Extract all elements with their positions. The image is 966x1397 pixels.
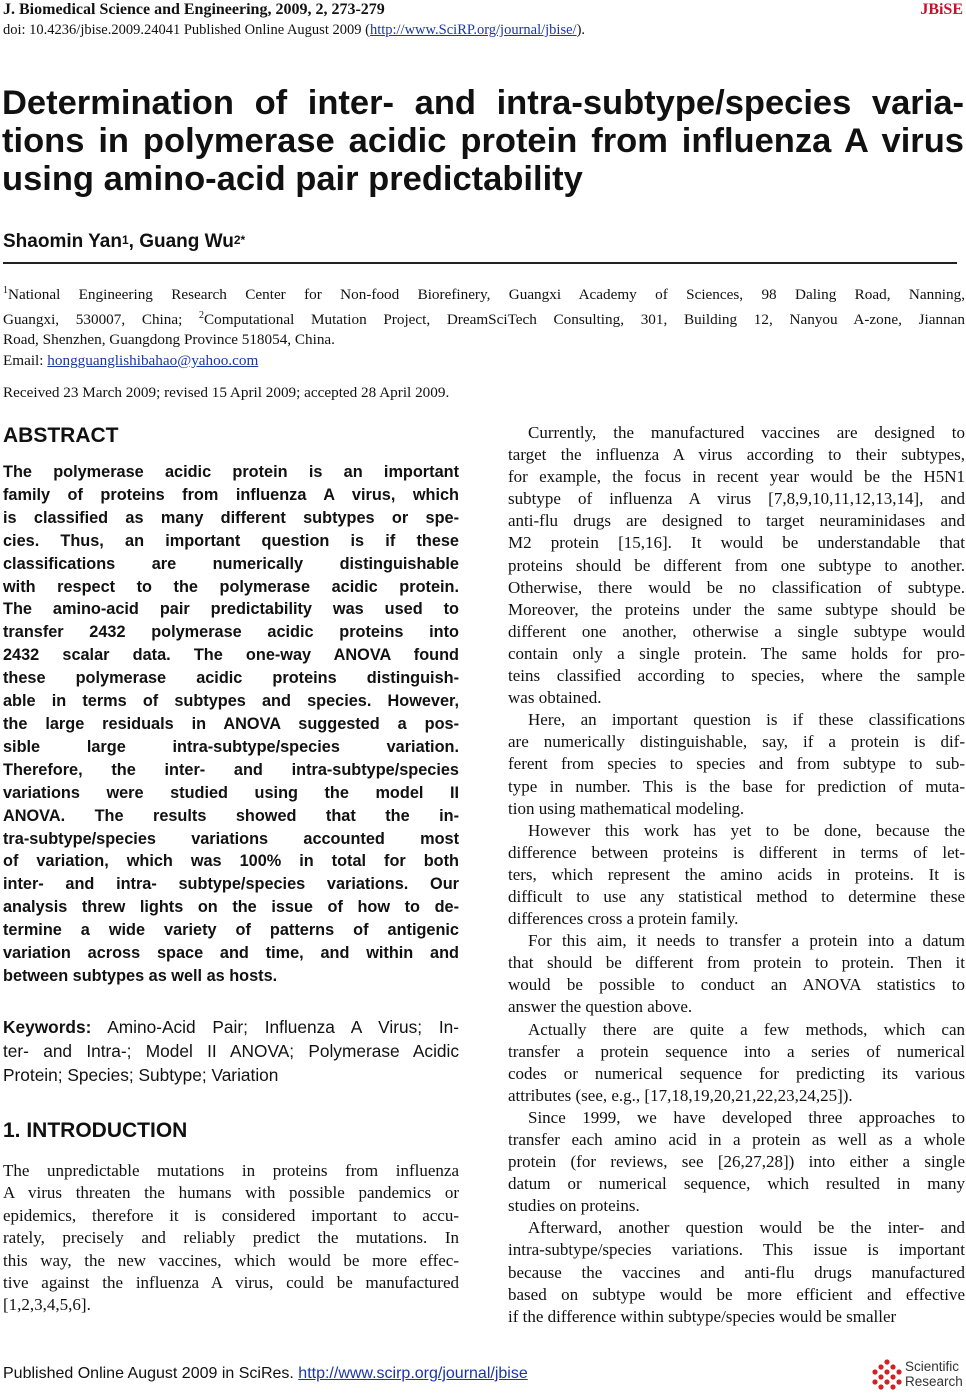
journal-tag: JBiSE (920, 1, 963, 18)
paragraph-line: protein (for reviews, see [26,27,28]) into either a single (508, 1152, 965, 1172)
journal-url-link[interactable]: http://www.SciRP.org/journal/jbise/ (369, 22, 577, 38)
paragraph-line: are numerically distinguishable, say, if a protein is dif- (508, 732, 965, 752)
paragraph-line: M2 protein [15,16]. It would be understandable that (508, 533, 965, 553)
affiliation-line: Road, Shenzhen, Guangdong Province 518054, China. (3, 331, 335, 349)
introduction-body (3, 1160, 459, 1317)
paragraph-line: However this work has yet to be done, because the (528, 820, 965, 840)
abstract-line: transfer 2432 polymerase acidic proteins into (3, 623, 459, 642)
email-line (3, 351, 965, 372)
author-separator: , (128, 231, 140, 252)
footer-link[interactable]: http://www.scirp.org/journal/jbise (298, 1365, 528, 1382)
abstract-body (3, 461, 459, 988)
paragraph-line: Currently, the manufactured vaccines are designed to (528, 423, 965, 442)
paragraph-line: codes or numerical sequence for predicting its various (508, 1063, 965, 1083)
abstract-line: Therefore, the inter- and intra-subtype/species (3, 760, 459, 779)
scientific-research-logo (872, 1358, 966, 1394)
paragraph-line: if the difference within subtype/species would be smaller (508, 1306, 897, 1326)
paragraph-line: because the vaccines and anti-flu drugs manufactured (508, 1262, 965, 1282)
paragraph-line: For this aim, it needs to transfer a protein into a datum (528, 931, 965, 951)
paragraph-line: attributes (see, e.g., [17,18,19,20,21,22,23,24,25]). (508, 1085, 853, 1105)
paragraph-line: this way, the new vaccines, which would be more effec- (3, 1250, 459, 1270)
affil-mark: 2 (199, 309, 205, 321)
abstract-line: cies. Thus, an important question is if these (3, 531, 459, 550)
doi-suffix: ). (576, 22, 586, 38)
abstract-line: 2432 scalar data. The one-way ANOVA found (3, 646, 459, 665)
affiliation-line (3, 306, 965, 331)
abstract-line: termine a wide variety of patterns of antigenic (3, 921, 459, 940)
logo-mark-icon (872, 1358, 902, 1392)
keywords (3, 1015, 459, 1087)
abstract-line: ANOVA. The results showed that the in- (3, 806, 459, 825)
abstract-line: is classified as many different subtypes or spe- (3, 508, 459, 527)
abstract-line: The polymerase acidic protein is an important (3, 463, 459, 481)
abstract-line: variations were studied using the model II (3, 783, 459, 802)
abstract-line: sible large intra-subtype/species variation. (3, 737, 459, 756)
abstract-line: inter- and intra- subtype/species variations. Our (3, 875, 459, 894)
abstract-line: the large residuals in ANOVA suggested a pos- (3, 714, 459, 733)
footer (3, 1364, 528, 1384)
keywords-label: Keywords: (3, 1017, 92, 1037)
logo-line: Research (905, 1374, 963, 1389)
paragraph-line: Here, an important question is if these classifications (528, 710, 965, 730)
logo-wordmark (905, 1359, 963, 1389)
affiliation-text: Computational Mutation Project, DreamSciTech Consulting, 301, Building 12, Nanyou A-zone, Jiannan (204, 310, 965, 328)
affiliation-text: National Engineering Research Center for Non-food Biorefinery, Guangxi Academy of Sciences, 98 Daling Road, Nanning, (8, 286, 965, 304)
abstract-line: family of proteins from influenza A virus, which (3, 485, 459, 504)
journal-citation: J. Biomedical Science and Engineering, 2009, 2, 273-279 (3, 1, 385, 18)
paragraph-line: anti-flu drugs are designed to target neuraminidases and (508, 511, 965, 531)
paragraph-line: Moreover, the proteins under the same subtype should be (508, 599, 965, 619)
abstract-line: classifications are numerically distinguishable (3, 554, 459, 573)
keywords-line (3, 1015, 459, 1039)
paragraph-line: Actually there are quite a few methods, which can (528, 1019, 965, 1039)
paragraph-line: contain only a single protein. The same holds for pro- (508, 643, 965, 663)
affiliation-line (3, 281, 965, 306)
paragraph-line: The unpredictable mutations in proteins from influenza (3, 1161, 459, 1180)
abstract-line: variation across space and time, and within and (3, 944, 459, 963)
header-divider (3, 262, 957, 264)
author-affil-mark: 2* (233, 233, 246, 247)
abstract-line: of variation, which was 100% in total for both (3, 852, 459, 871)
doi-line (3, 20, 585, 40)
paragraph-line: was obtained. (508, 688, 602, 708)
keywords-text: Amino-Acid Pair; Influenza A Virus; In- (91, 1017, 459, 1037)
paper-title (2, 84, 964, 198)
keywords-line: Protein; Species; Subtype; Variation (3, 1065, 279, 1085)
paragraph-line: tive against the influenza A virus, could be manufactured (3, 1273, 459, 1293)
section-heading-introduction: 1. INTRODUCTION (3, 1119, 188, 1142)
abstract-line: able in terms of subtypes and species. However, (3, 692, 459, 711)
paragraph-line: differences cross a protein family. (508, 909, 739, 929)
body-text-right-column (508, 422, 965, 1328)
paragraph-line: transfer a protein sequence into a series of numerical (508, 1041, 965, 1061)
paragraph-line: would be possible to conduct an ANOVA statistics to (508, 975, 965, 995)
paragraph-line: datum or numerical sequence, which resulted in many (508, 1174, 965, 1194)
paragraph-line: A virus threaten the humans with possible pandemics or (3, 1183, 459, 1203)
paragraph-line: based on subtype would be more efficient and effective (508, 1284, 965, 1304)
paragraph-line: intra-subtype/species variations. This issue is important (508, 1240, 965, 1260)
paragraph-line: ferent from species to species and from subtype to sub- (508, 754, 965, 774)
title-line: using amino-acid pair predictability (2, 160, 583, 198)
abstract-line: The amino-acid pair predictability was used to (3, 600, 459, 619)
doi-prefix: doi: 10.4236/jbise.2009.24041 Published Online August 2009 ( (3, 22, 370, 38)
paragraph-line: teins classified according to species, where the sample (508, 666, 965, 686)
paragraph-line: difference between proteins is different in terms of let- (508, 842, 965, 862)
author-name: Guang Wu (139, 231, 234, 252)
abstract-line: analysis threw lights on the issue of how to de- (3, 898, 459, 917)
abstract-line: between subtypes as well as hosts. (3, 966, 278, 985)
title-line: Determination of inter- and intra-subtype/species varia- (2, 84, 964, 122)
keywords-line: ter- and Intra-; Model II ANOVA; Polymerase Acidic (3, 1041, 459, 1061)
paragraph-line: ters, which represent the amino acids in proteins. It is (508, 864, 965, 884)
paragraph-line: Otherwise, there would be no classification of subtype. (508, 577, 965, 597)
email-link[interactable]: hongguanglishibahao@yahoo.com (47, 351, 259, 369)
paragraph-line: tion using mathematical modeling. (508, 798, 745, 818)
abstract-line: these polymerase acidic proteins distinguish- (3, 669, 459, 688)
abstract-line: with respect to the polymerase acidic protein. (3, 577, 459, 596)
paragraph-line: that should be different from protein to protein. Then it (508, 953, 965, 973)
paragraph-line: answer the question above. (508, 997, 693, 1017)
paragraph-line: [1,2,3,4,5,6]. (3, 1295, 91, 1315)
paragraph-line: studies on proteins. (508, 1196, 640, 1216)
paragraph-line: difficult to use any statistical method to determine these (508, 886, 965, 906)
received-dates: Received 23 March 2009; revised 15 April 2009; accepted 28 April 2009. (3, 384, 450, 401)
paragraph-line: subtype of influenza A virus [7,8,9,10,11,12,13,14], and (508, 489, 965, 509)
author-name: Shaomin Yan (3, 231, 122, 252)
author-affil-mark: 1 (121, 233, 129, 247)
abstract-heading: ABSTRACT (3, 424, 119, 447)
affil-mark: 1 (3, 285, 8, 296)
title-line: tions in polymerase acidic protein from influenza A virus (2, 122, 964, 160)
logo-line: Scientific (905, 1359, 960, 1374)
paragraph-line: proteins should be different from one subtype to another. (508, 555, 965, 575)
email-label: Email: (3, 351, 48, 369)
footer-text: Published Online August 2009 in SciRes. (3, 1365, 299, 1382)
paragraph-line: rately, precisely and reliably predict the mutations. In (3, 1228, 459, 1248)
paragraph-line: Since 1999, we have developed three approaches to (528, 1107, 965, 1127)
authors (3, 229, 245, 255)
affiliation-text: Guangxi, 530007, China; (3, 310, 200, 328)
affiliations (3, 281, 965, 371)
paragraph-line: target the influenza A virus according to their subtypes, (508, 445, 965, 465)
abstract-line: tra-subtype/species variations accounted most (3, 829, 459, 848)
paragraph-line: for example, the focus in recent year would be the H5N1 (508, 467, 965, 487)
paragraph-line: transfer each amino acid in a protein as well as a whole (508, 1130, 965, 1149)
paragraph-line: Afterward, another question would be the inter- and (528, 1218, 965, 1238)
paragraph-line: epidemics, therefore it is considered important to accu- (3, 1205, 459, 1225)
paragraph-line: type in number. This is the base for prediction of muta- (508, 776, 965, 796)
paragraph-line: different one another, otherwise a single subtype would (508, 621, 965, 641)
